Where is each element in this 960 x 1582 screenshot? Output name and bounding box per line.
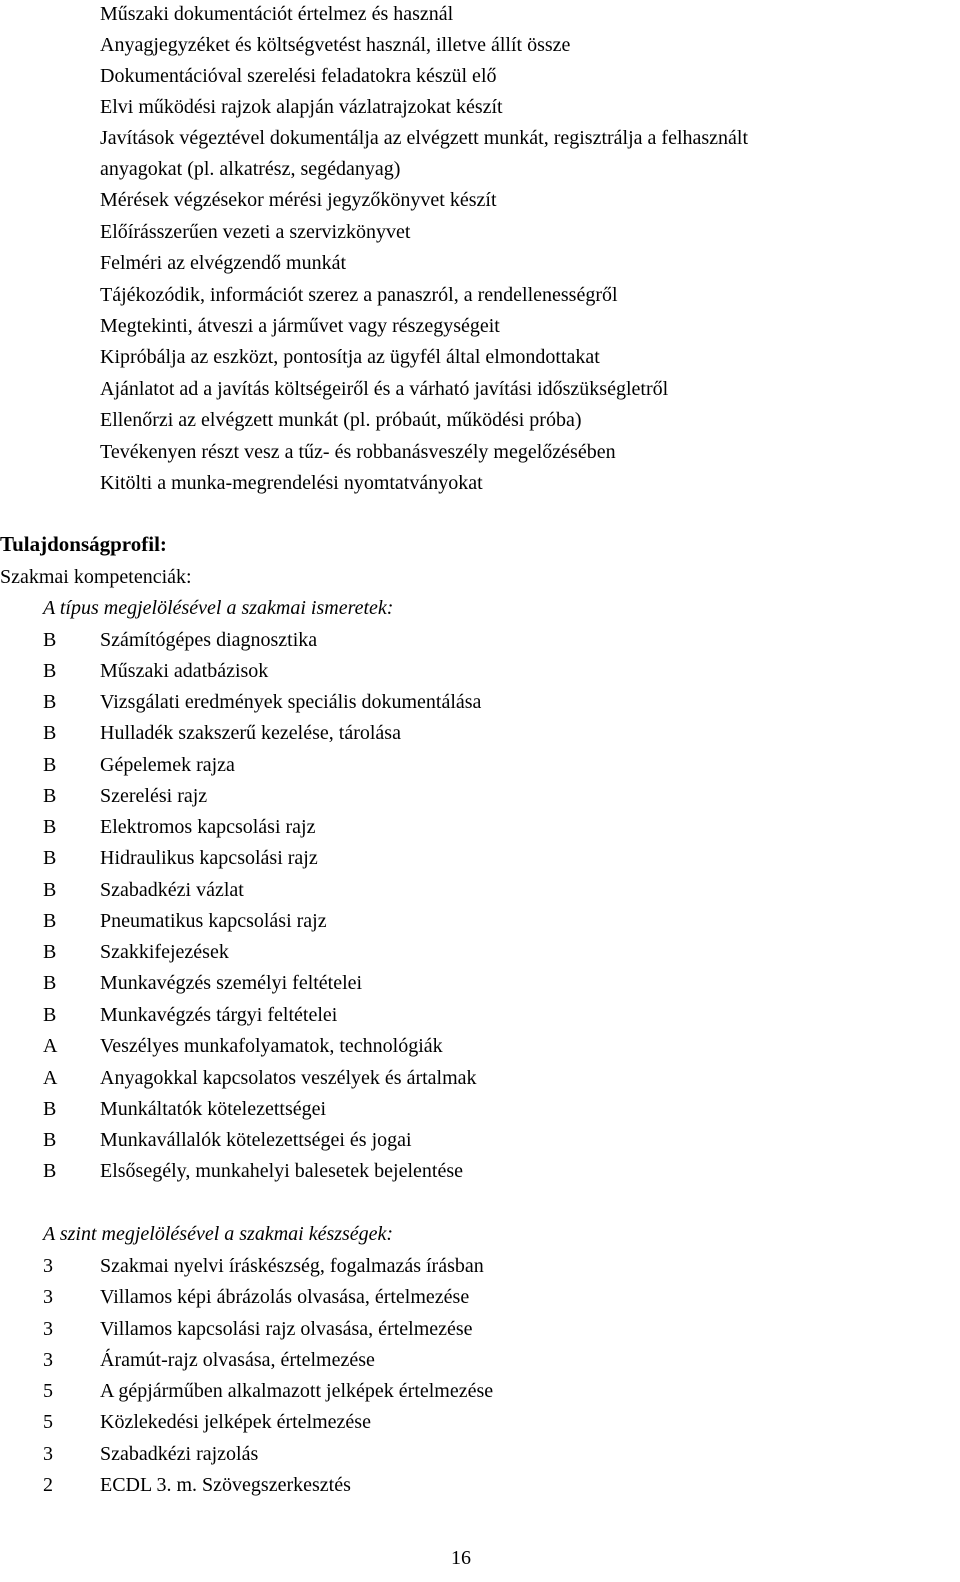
- level-label: 5: [43, 1380, 53, 1402]
- task-line: Dokumentációval szerelési feladatokra készül elő: [100, 65, 497, 87]
- task-line: Elvi működési rajzok alapján vázlatrajzokat készít: [100, 96, 503, 118]
- item-text: Szerelési rajz: [100, 785, 208, 807]
- type-label: B: [43, 1160, 57, 1182]
- competencies-subheading: Szakmai kompetenciák:: [0, 566, 192, 588]
- type-label: B: [43, 1129, 57, 1151]
- item-text: Szabadkézi vázlat: [100, 879, 244, 901]
- item-text: Munkáltatók kötelezettségei: [100, 1098, 327, 1120]
- item-text: Szabadkézi rajzolás: [100, 1443, 259, 1465]
- page-number: 16: [451, 1547, 471, 1569]
- item-text: Munkavégzés tárgyi feltételei: [100, 1004, 338, 1026]
- task-line: anyagokat (pl. alkatrész, segédanyag): [100, 158, 401, 180]
- item-text: Szakmai nyelvi íráskészség, fogalmazás írásban: [100, 1255, 484, 1277]
- profile-heading: Tulajdonságprofil:: [0, 532, 167, 556]
- level-label: 3: [43, 1349, 53, 1371]
- task-line: Felméri az elvégzendő munkát: [100, 252, 347, 274]
- item-text: Hulladék szakszerű kezelése, tárolása: [100, 722, 401, 744]
- type-label: B: [43, 879, 57, 901]
- item-text: Villamos képi ábrázolás olvasása, értelmezése: [100, 1286, 470, 1308]
- level-label: 3: [43, 1255, 53, 1277]
- item-text: Pneumatikus kapcsolási rajz: [100, 910, 327, 932]
- type-label: B: [43, 785, 57, 807]
- task-line: Mérések végzésekor mérési jegyzőkönyvet készít: [100, 189, 497, 211]
- item-text: Vizsgálati eredmények speciális dokumentálása: [100, 691, 482, 713]
- task-line: Ajánlatot ad a javítás költségeiről és a várható javítási időszükségletről: [100, 378, 669, 400]
- level-label: 5: [43, 1411, 53, 1433]
- item-text: Villamos kapcsolási rajz olvasása, értelmezése: [100, 1318, 473, 1340]
- type-label: B: [43, 660, 57, 682]
- item-text: Szakkifejezések: [100, 941, 229, 963]
- item-text: Elektromos kapcsolási rajz: [100, 816, 316, 838]
- skills-title: A szint megjelölésével a szakmai készségek:: [43, 1223, 394, 1245]
- level-label: 3: [43, 1443, 53, 1465]
- type-label: B: [43, 754, 57, 776]
- knowledge-title: A típus megjelölésével a szakmai ismeretek:: [43, 597, 394, 619]
- item-text: Veszélyes munkafolyamatok, technológiák: [100, 1035, 443, 1057]
- type-label: B: [43, 629, 57, 651]
- level-label: 3: [43, 1286, 53, 1308]
- task-line: Megtekinti, átveszi a járművet vagy részegységeit: [100, 315, 500, 337]
- task-line: Előírásszerűen vezeti a szervizkönyvet: [100, 221, 411, 243]
- item-text: Munkavállalók kötelezettségei és jogai: [100, 1129, 412, 1151]
- item-text: Gépelemek rajza: [100, 754, 235, 776]
- type-label: B: [43, 910, 57, 932]
- type-label: A: [43, 1035, 58, 1057]
- task-line: Javítások végeztével dokumentálja az elvégzett munkát, regisztrálja a felhasznált: [100, 127, 749, 149]
- type-label: B: [43, 847, 57, 869]
- item-text: Számítógépes diagnosztika: [100, 629, 318, 651]
- task-line: Tájékozódik, információt szerez a panaszról, a rendellenességről: [100, 284, 618, 306]
- task-line: Anyagjegyzéket és költségvetést használ, illetve állít össze: [100, 34, 571, 56]
- item-text: Elsősegély, munkahelyi balesetek bejelentése: [100, 1160, 464, 1182]
- task-line: Kitölti a munka-megrendelési nyomtatványokat: [100, 472, 483, 494]
- type-label: B: [43, 941, 57, 963]
- item-text: Anyagokkal kapcsolatos veszélyek és ártalmak: [100, 1067, 477, 1089]
- item-text: Munkavégzés személyi feltételei: [100, 972, 363, 994]
- level-label: 3: [43, 1318, 53, 1340]
- type-label: B: [43, 972, 57, 994]
- type-label: B: [43, 1004, 57, 1026]
- item-text: Műszaki adatbázisok: [100, 660, 269, 682]
- task-line: Kipróbálja az eszközt, pontosítja az ügyfél által elmondottakat: [100, 346, 600, 368]
- item-text: Hidraulikus kapcsolási rajz: [100, 847, 318, 869]
- type-label: B: [43, 816, 57, 838]
- item-text: ECDL 3. m. Szövegszerkesztés: [100, 1474, 351, 1496]
- item-text: A gépjárműben alkalmazott jelképek értelmezése: [100, 1380, 494, 1402]
- task-line: Tevékenyen részt vesz a tűz- és robbanásveszély megelőzésében: [100, 441, 616, 463]
- type-label: B: [43, 722, 57, 744]
- item-text: Áramút-rajz olvasása, értelmezése: [100, 1349, 375, 1371]
- level-label: 2: [43, 1474, 53, 1496]
- type-label: B: [43, 691, 57, 713]
- task-line: Műszaki dokumentációt értelmez és használ: [100, 3, 454, 25]
- task-line: Ellenőrzi az elvégzett munkát (pl. próbaút, működési próba): [100, 409, 582, 431]
- type-label: A: [43, 1067, 58, 1089]
- item-text: Közlekedési jelképek értelmezése: [100, 1411, 371, 1433]
- type-label: B: [43, 1098, 57, 1120]
